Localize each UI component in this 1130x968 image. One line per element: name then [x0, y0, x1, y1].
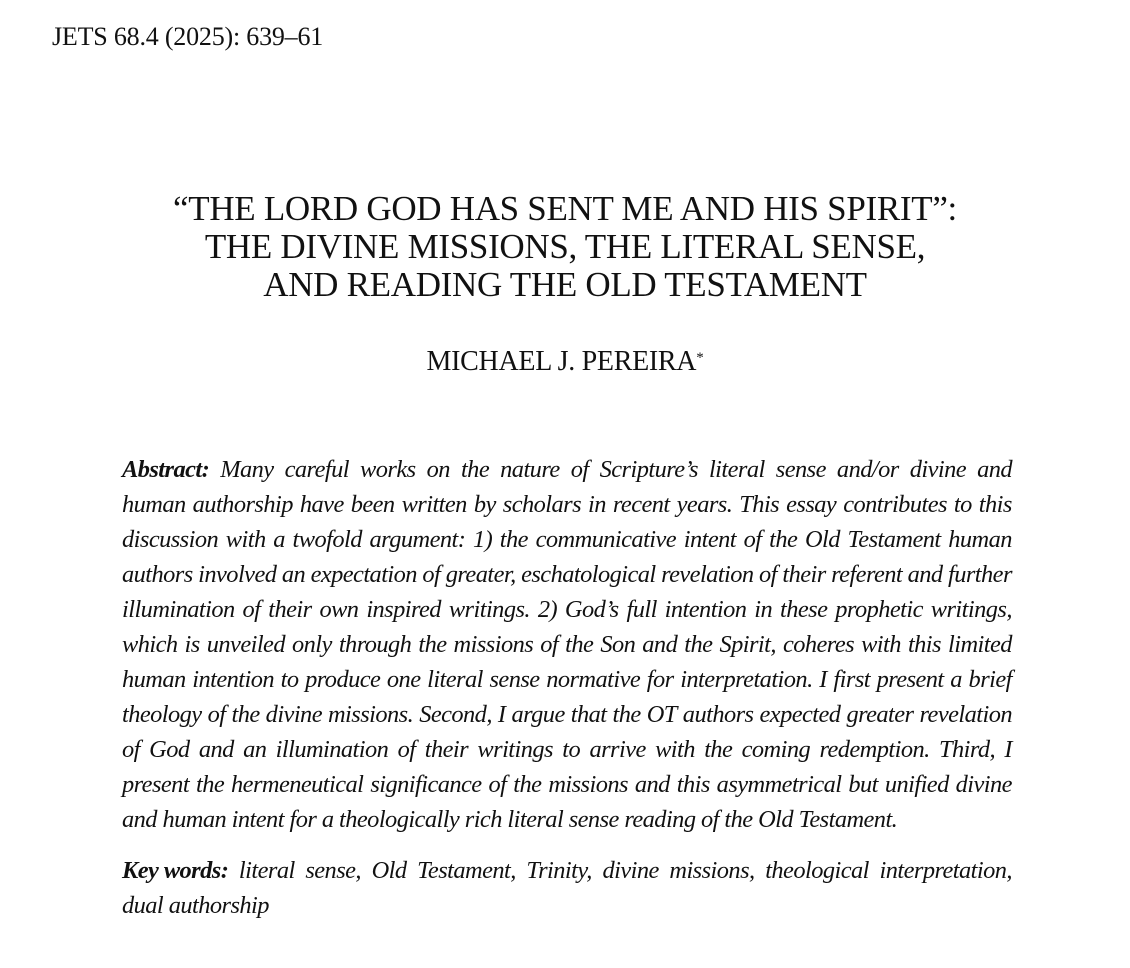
text-word: writings. — [448, 596, 530, 623]
text-word: only — [292, 631, 332, 658]
text-word: a — [273, 526, 285, 553]
text-word: nature — [500, 456, 560, 483]
text-word: discussion — [122, 526, 219, 553]
text-word: of — [759, 561, 777, 588]
text-word: to — [562, 736, 581, 763]
text-word: present — [122, 771, 190, 798]
text-word: expectation — [310, 561, 417, 588]
text-word: works — [360, 456, 416, 483]
text-word: essay — [786, 491, 837, 518]
abstract — [122, 452, 1012, 837]
text-word: I — [1004, 736, 1012, 763]
text-word: for — [646, 666, 674, 693]
text-word: the — [460, 456, 490, 483]
text-word: of — [397, 736, 416, 763]
text-word: hermeneutical — [231, 771, 364, 798]
text-word: divine — [955, 771, 1012, 798]
abstract-line-5 — [122, 592, 1012, 627]
text-word: Many — [220, 456, 274, 483]
abstract-line-11 — [122, 802, 1012, 837]
text-word: interpretation, — [879, 857, 1012, 884]
text-word: by — [473, 491, 496, 518]
text-word: missions — [548, 771, 628, 798]
text-word: intent — [683, 526, 736, 553]
text-word: divine — [602, 857, 659, 884]
text-word: divine — [909, 456, 967, 483]
text-word: in — [588, 491, 606, 518]
text-word: with — [861, 631, 901, 658]
text-word: and — [907, 561, 943, 588]
text-word: theological — [765, 857, 869, 884]
text-word: the — [769, 526, 798, 553]
text-word: scholars — [502, 491, 582, 518]
abstract-line-6 — [122, 627, 1012, 662]
abstract-line-3 — [122, 522, 1012, 557]
text-word: intention — [192, 666, 275, 693]
keywords-line-1 — [122, 853, 1012, 888]
text-word: an — [281, 561, 306, 588]
text-word: this — [978, 491, 1012, 518]
text-word: these — [780, 596, 828, 623]
text-word: unified — [884, 771, 949, 798]
text-word: literal — [427, 666, 483, 693]
text-word: Trinity, — [526, 857, 592, 884]
text-word: redemption. — [819, 736, 930, 763]
text-word: the — [499, 526, 528, 553]
text-word: been — [350, 491, 395, 518]
text-word: is — [184, 631, 200, 658]
text-word: their — [782, 561, 826, 588]
text-word: authors — [682, 701, 754, 728]
text-word: of — [122, 736, 140, 763]
text-word: Testament — [847, 526, 941, 553]
text-word: of — [488, 771, 507, 798]
text-word: their — [424, 736, 469, 763]
text-word: first — [833, 666, 870, 693]
text-word: twofold — [292, 526, 362, 553]
text-word: full — [626, 596, 657, 623]
text-word: authorship — [192, 491, 293, 518]
text-word: missions. — [327, 701, 414, 728]
text-word: expected — [759, 701, 841, 728]
text-word: of — [242, 596, 261, 623]
text-word: and — [642, 631, 678, 658]
text-word: and/or — [836, 456, 899, 483]
text-word: This — [739, 491, 780, 518]
text-word: with — [655, 736, 695, 763]
text-word: but — [848, 771, 878, 798]
text-word: to — [280, 666, 299, 693]
text-word: and — [634, 771, 670, 798]
text-word: revelation — [661, 561, 754, 588]
text-word: written — [401, 491, 467, 518]
text-word: Old — [804, 526, 840, 553]
text-word: missions, — [669, 857, 755, 884]
text-word: Scripture’s — [599, 456, 698, 483]
text-word: 1) — [472, 526, 493, 553]
text-word: argue — [511, 701, 565, 728]
text-word: of — [207, 701, 226, 728]
text-word: through — [338, 631, 412, 658]
title-line-3: AND READING THE OLD TESTAMENT — [263, 265, 867, 304]
keywords — [122, 853, 1012, 923]
abstract-label: Abstract: — [122, 456, 210, 483]
text-word: unveiled — [206, 631, 285, 658]
text-word: sense, — [305, 857, 361, 884]
text-word: sense — [775, 456, 826, 483]
text-word: brief — [968, 666, 1012, 693]
text-word: of — [540, 631, 559, 658]
abstract-line-1 — [122, 452, 1012, 487]
text-word: this — [907, 631, 941, 658]
text-word: the — [565, 631, 594, 658]
text-word: which — [122, 631, 178, 658]
text-word: with — [225, 526, 266, 553]
text-word: literal — [238, 857, 295, 884]
author-name-block — [60, 346, 1070, 378]
keywords-label: Key words: — [122, 857, 229, 884]
text-word: their — [268, 596, 312, 623]
text-word: an — [243, 736, 267, 763]
text-word: the — [612, 701, 641, 728]
text-word: the — [704, 736, 733, 763]
text-word: missions — [453, 631, 534, 658]
title-line-2: THE DIVINE MISSIONS, THE LITERAL SENSE, — [204, 227, 926, 266]
text-word: illumination — [275, 736, 389, 763]
text-word: I — [819, 666, 827, 693]
text-word: Testament, — [417, 857, 516, 884]
keywords-line-text: dual authorship — [122, 892, 269, 919]
text-word: present — [876, 666, 944, 693]
text-word: the — [684, 631, 713, 658]
text-word: illumination — [122, 596, 235, 623]
text-word: theology — [122, 701, 202, 728]
author-footnote-marker: * — [696, 350, 704, 366]
text-word: of — [570, 456, 589, 483]
text-word: Old — [371, 857, 407, 884]
text-word: the — [195, 771, 225, 798]
text-word: greater, — [445, 561, 516, 588]
text-word: inspired — [366, 596, 441, 623]
text-word: writings, — [930, 596, 1012, 623]
text-word: on — [426, 456, 450, 483]
text-word: human — [122, 491, 186, 518]
journal-citation: JETS 68.4 (2025): 639–61 — [52, 22, 324, 51]
text-word: communicative — [535, 526, 677, 553]
text-word: the — [513, 771, 542, 798]
text-word: this — [676, 771, 710, 798]
text-word: eschatological — [521, 561, 656, 588]
text-word: recent — [612, 491, 670, 518]
text-word: OT — [646, 701, 677, 728]
text-word: in — [754, 596, 773, 623]
text-word: of — [422, 561, 441, 588]
text-word: divine — [265, 701, 322, 728]
text-word: God’s — [564, 596, 619, 623]
text-word: to — [953, 491, 972, 518]
author-name: MICHAEL J. PEREIRA — [426, 346, 697, 377]
text-word: human — [122, 666, 186, 693]
abstract-line-2 — [122, 487, 1012, 522]
text-word: Son — [600, 631, 636, 658]
text-word: years. — [676, 491, 733, 518]
article-title — [60, 190, 1070, 304]
text-word: 2) — [537, 596, 558, 623]
text-word: the — [418, 631, 447, 658]
abstract-line-7 — [122, 662, 1012, 697]
text-word: normative — [546, 666, 641, 693]
text-word: one — [386, 666, 421, 693]
text-word: have — [299, 491, 344, 518]
text-word: involved — [198, 561, 277, 588]
text-word: contributes — [843, 491, 947, 518]
text-word: further — [947, 561, 1012, 588]
text-word: God — [149, 736, 190, 763]
text-word: and — [198, 736, 234, 763]
text-word: produce — [305, 666, 381, 693]
text-word: Second, — [419, 701, 492, 728]
text-word: interpretation. — [680, 666, 813, 693]
text-word: asymmetrical — [716, 771, 842, 798]
text-word: coming — [741, 736, 811, 763]
text-word: that — [570, 701, 607, 728]
text-word: I — [497, 701, 506, 728]
abstract-line-10 — [122, 767, 1012, 802]
text-word: significance — [370, 771, 482, 798]
text-word: Spirit, — [719, 631, 776, 658]
text-word: referent — [831, 561, 903, 588]
text-word: a — [950, 666, 962, 693]
text-word: and — [977, 456, 1012, 483]
text-word: the — [231, 701, 260, 728]
abstract-line-8 — [122, 697, 1012, 732]
keywords-line-2 — [122, 888, 1012, 923]
text-word: writings — [477, 736, 553, 763]
text-word: limited — [948, 631, 1012, 658]
text-word: own — [319, 596, 359, 623]
text-word: literal — [708, 456, 765, 483]
text-word: coheres — [782, 631, 855, 658]
text-word: argument: — [369, 526, 466, 553]
text-word: of — [743, 526, 762, 553]
text-word: arrive — [589, 736, 646, 763]
abstract-line-text: and human intent for a theologically rich literal sense reading of the Old Testament. — [122, 806, 898, 833]
text-word: sense — [489, 666, 540, 693]
text-word: authors — [122, 561, 193, 588]
abstract-line-4 — [122, 557, 1012, 592]
text-word: prophetic — [835, 596, 923, 623]
text-word: careful — [284, 456, 349, 483]
abstract-line-9 — [122, 732, 1012, 767]
title-line-1: “THE LORD GOD HAS SENT ME AND HIS SPIRIT”: — [173, 189, 957, 228]
text-word: intention — [664, 596, 747, 623]
text-word: revelation — [919, 701, 1012, 728]
text-word: human — [948, 526, 1012, 553]
text-word: Third, — [938, 736, 996, 763]
text-word: greater — [846, 701, 914, 728]
